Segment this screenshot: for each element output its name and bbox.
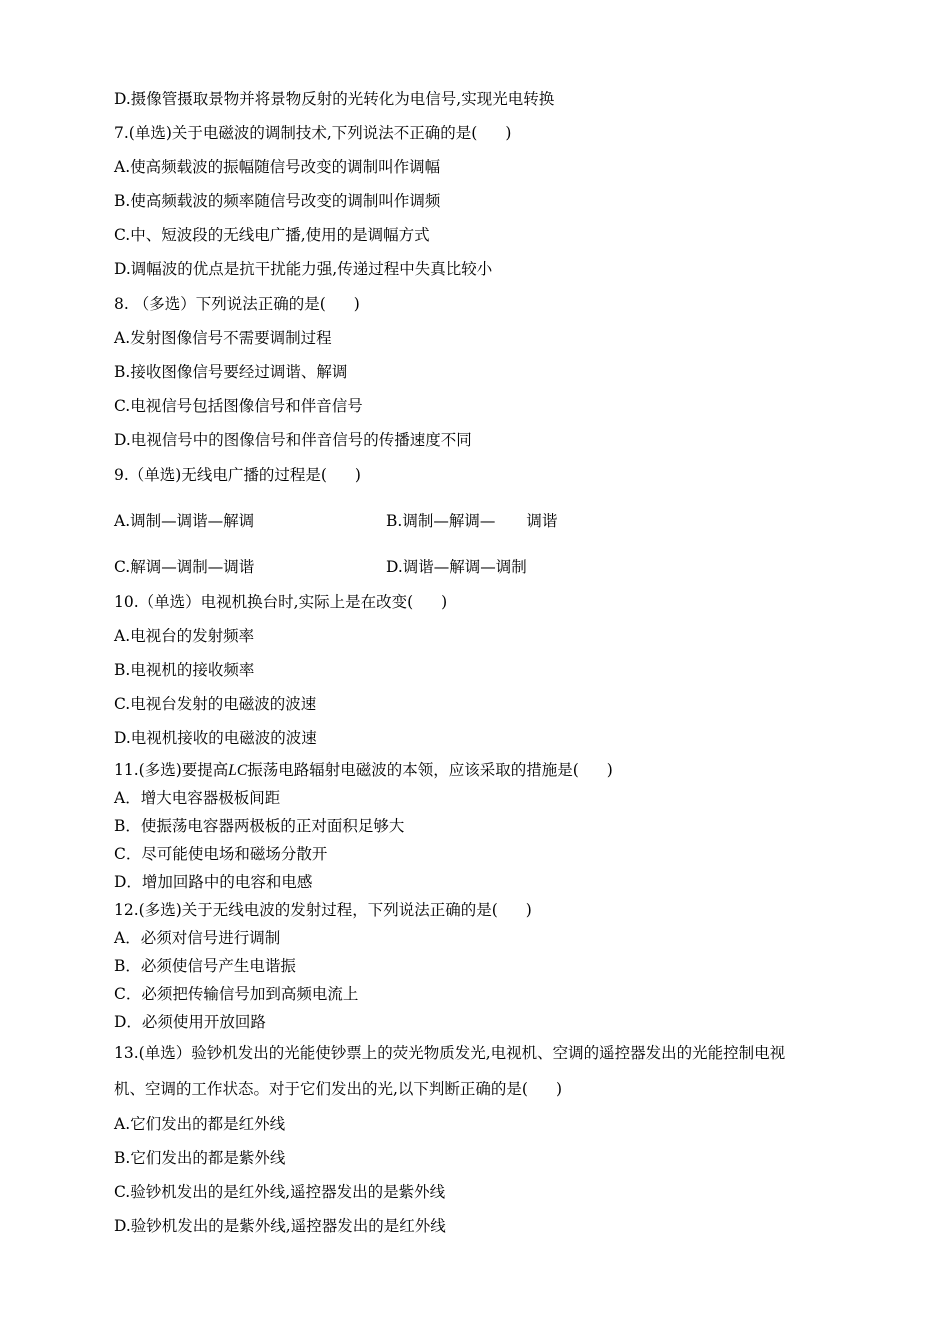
q13-option-b: B.它们发出的都是紫外线 — [114, 1149, 286, 1167]
q7-option-d: D.调幅波的优点是抗干扰能力强,传递过程中失真比较小 — [114, 260, 493, 278]
q8-option-c: C.电视信号包括图像信号和伴音信号 — [114, 397, 363, 415]
q11-option-c: C．尽可能使电场和磁场分散开 — [114, 845, 328, 863]
q10-option-b: B.电视机的接收频率 — [114, 661, 255, 679]
lc-term: LC — [228, 762, 248, 779]
q10-option-a: A.电视台的发射频率 — [114, 627, 255, 645]
q11-option-b: B．使振荡电容器两极板的正对面积足够大 — [114, 817, 405, 835]
q10-stem: 10.（单选）电视机换台时,实际上是在改变( ) — [114, 593, 448, 611]
q13-stem-line2: 机、空调的工作状态。对于它们发出的光,以下判断正确的是( ) — [114, 1080, 563, 1098]
q12-option-c: C．必须把传输信号加到高频电流上 — [114, 985, 359, 1003]
q10-option-c: C.电视台发射的电磁波的波速 — [114, 695, 317, 713]
q7-option-a: A.使高频载波的振幅随信号改变的调制叫作调幅 — [114, 158, 441, 176]
q13-stem-line1: 13.(单选）验钞机发出的光能使钞票上的荧光物质发光,电视机、空调的遥控器发出的光能控制电视 — [114, 1044, 786, 1062]
q12-option-a: A．必须对信号进行调制 — [114, 929, 281, 947]
q13-option-d: D.验钞机发出的是紫外线,遥控器发出的是红外线 — [114, 1217, 446, 1235]
q11-option-d: D．增加回路中的电容和电感 — [114, 873, 313, 891]
q8-option-b: B.接收图像信号要经过调谐、解调 — [114, 363, 348, 381]
q8-option-d: D.电视信号中的图像信号和伴音信号的传播速度不同 — [114, 431, 472, 449]
q9-option-a: A.调制—调谐—解调 — [114, 512, 255, 530]
q11-stem: 11.(多选)要提高LC振荡电路辐射电磁波的本领，应该采取的措施是( ) — [114, 761, 613, 779]
q8-stem: 8. （多选）下列说法正确的是( ) — [114, 295, 360, 313]
q9-stem: 9.（单选)无线电广播的过程是( ) — [114, 466, 361, 484]
q12-stem: 12.(多选)关于无线电波的发射过程，下列说法正确的是( ) — [114, 901, 532, 919]
q9-option-b: B.调制—解调— 调谐 — [386, 512, 558, 530]
q9-options-row1 — [114, 511, 254, 531]
q7-option-c: C.中、短波段的无线电广播,使用的是调幅方式 — [114, 226, 430, 244]
q12-option-b: B．必须使信号产生电谐振 — [114, 957, 296, 975]
q12-option-d: D．必须使用开放回路 — [114, 1013, 266, 1031]
q11-option-a: A．增大电容器极板间距 — [114, 789, 281, 807]
q13-option-a: A.它们发出的都是红外线 — [114, 1115, 286, 1133]
q8-option-a: A.发射图像信号不需要调制过程 — [114, 329, 332, 347]
q9-option-d: D.调谐—解调—调制 — [386, 558, 527, 576]
q7-option-b: B.使高频载波的频率随信号改变的调制叫作调频 — [114, 192, 441, 210]
q13-option-c: C.验钞机发出的是红外线,遥控器发出的是紫外线 — [114, 1183, 446, 1201]
q6-option-d: D.摄像管摄取景物并将景物反射的光转化为电信号,实现光电转换 — [114, 90, 555, 108]
q10-option-d: D.电视机接收的电磁波的波速 — [114, 729, 317, 747]
q9-option-c: C.解调—调制—调谐 — [114, 558, 255, 576]
q7-stem: 7.(单选)关于电磁波的调制技术,下列说法不正确的是( ) — [114, 124, 512, 142]
